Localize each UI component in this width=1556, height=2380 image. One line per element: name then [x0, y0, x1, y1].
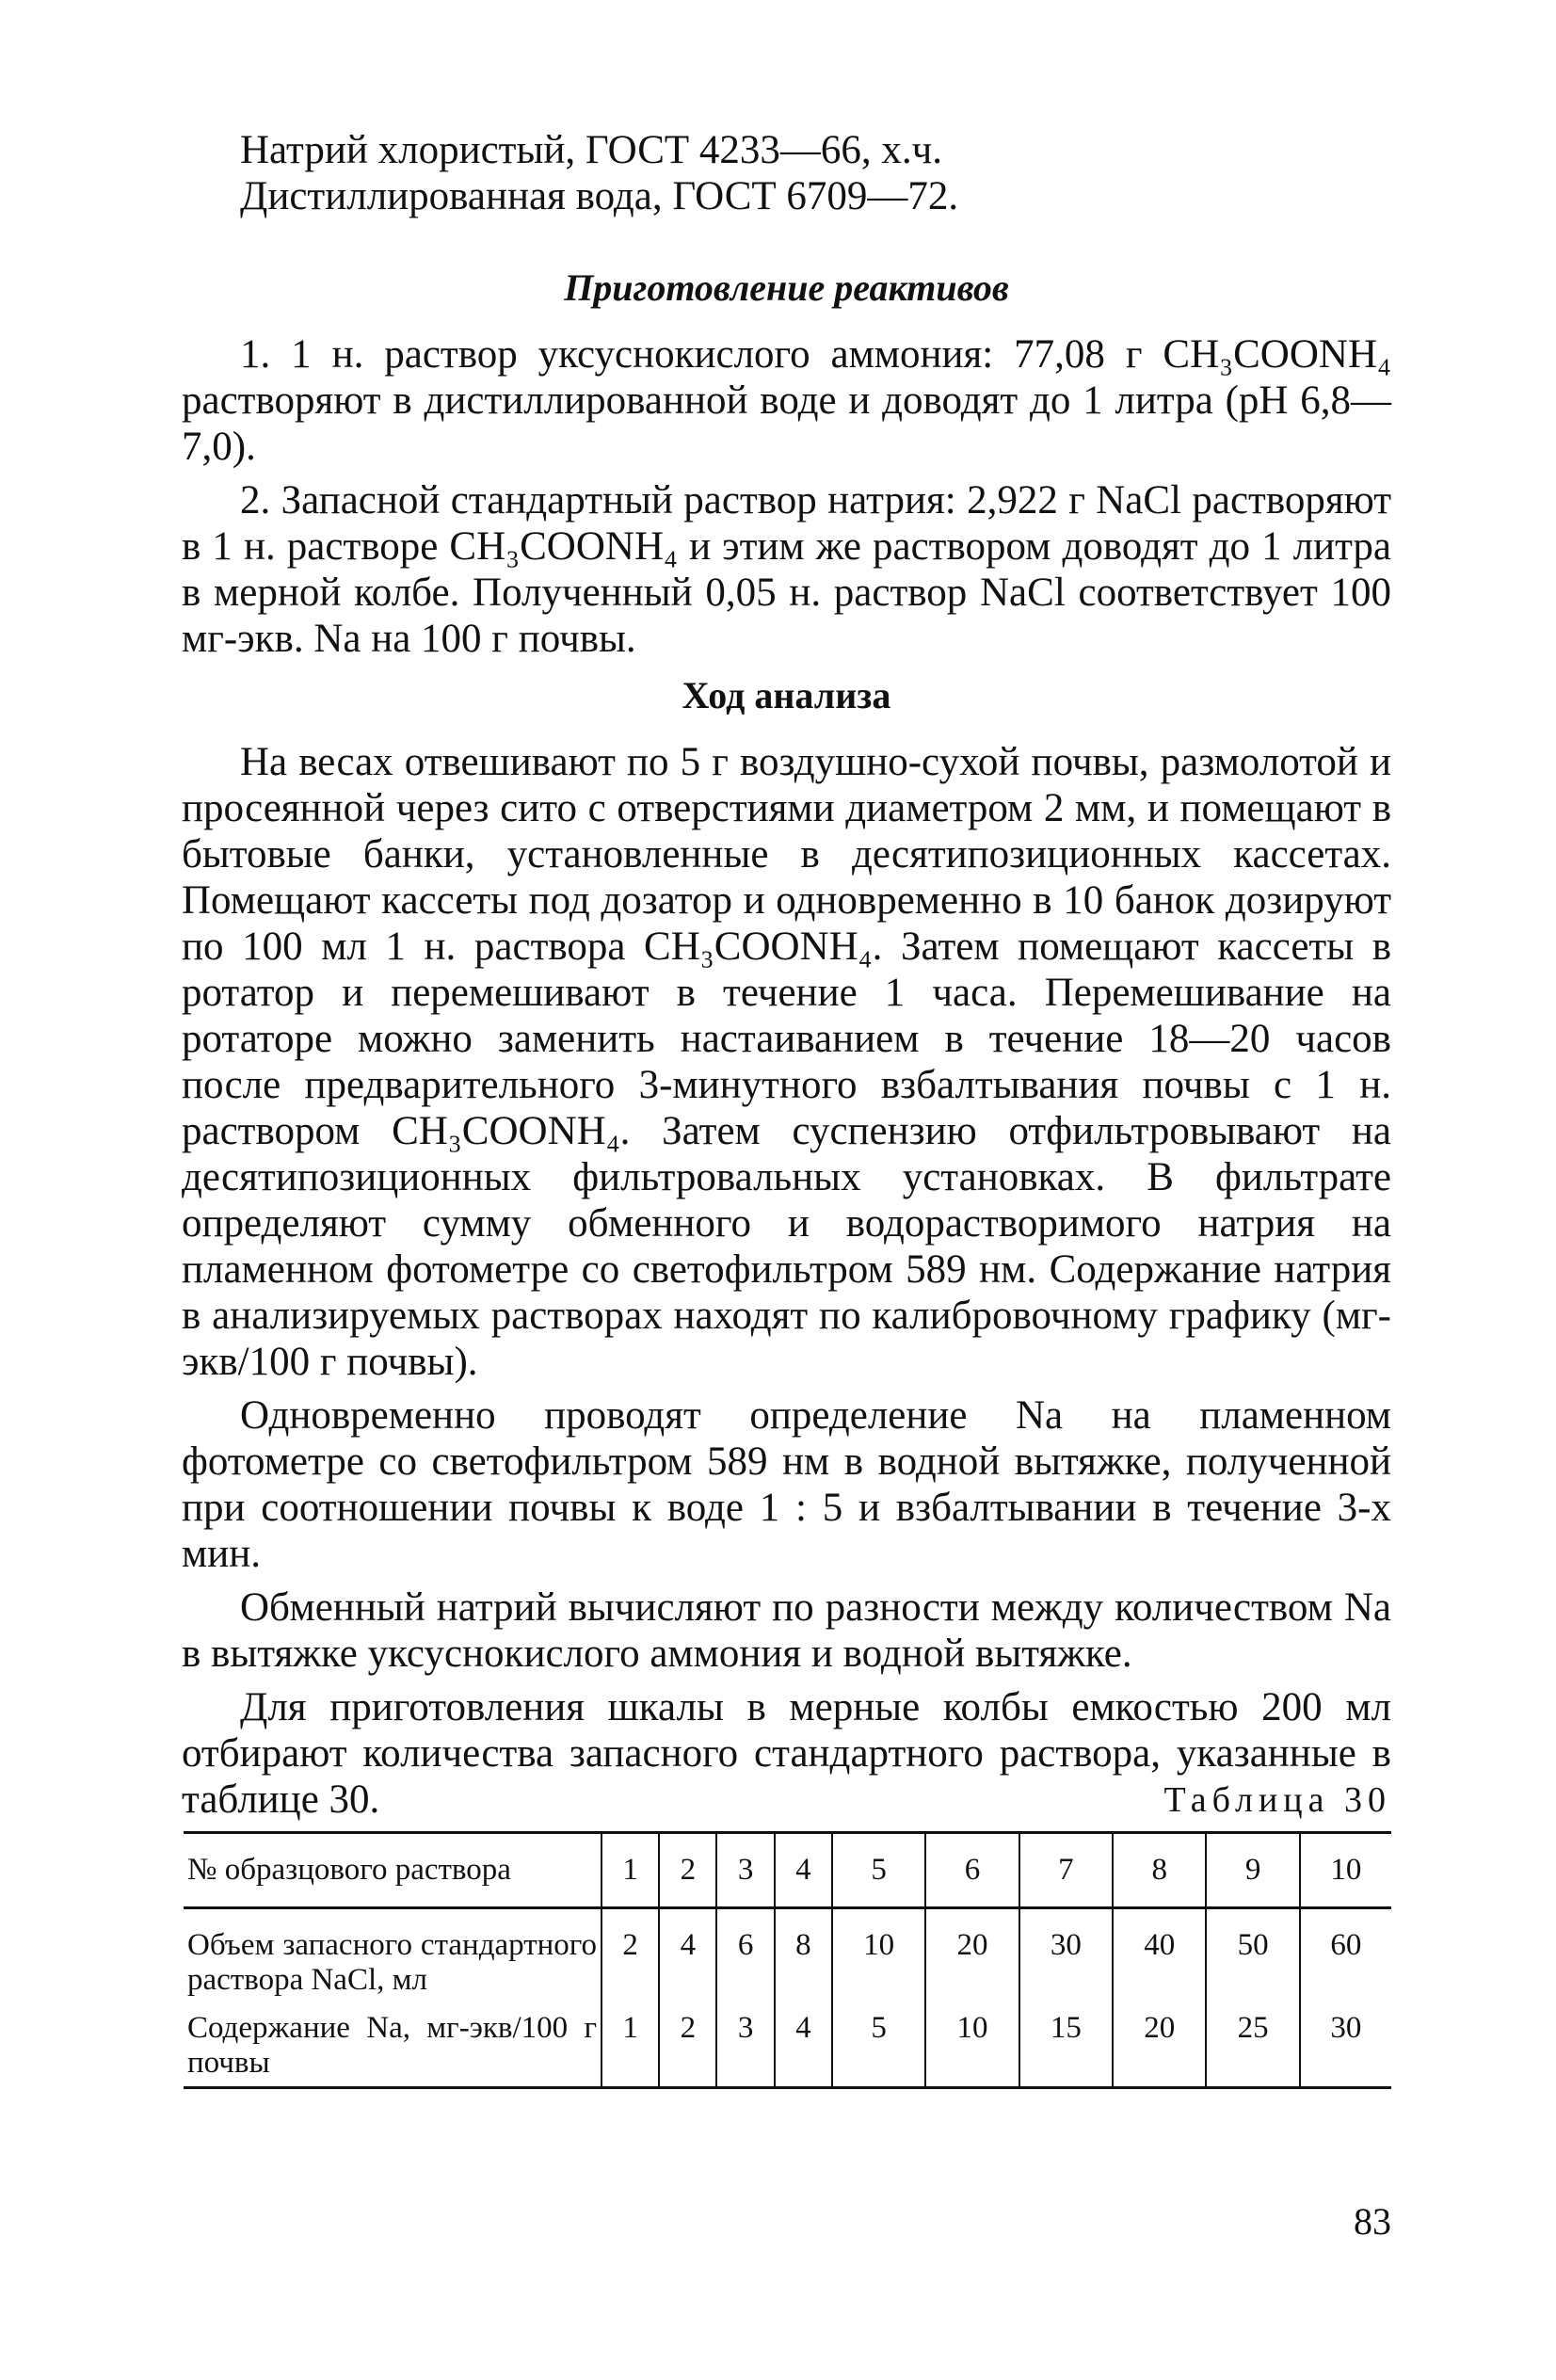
table-cell: 60: [1300, 1908, 1391, 2006]
table-row: [184, 1908, 1391, 2006]
table-cell: 10: [925, 2005, 1019, 2088]
column-header: 9: [1206, 1833, 1299, 1908]
column-header: 6: [925, 1833, 1019, 1908]
analysis-section-title: Ход анализа: [682, 674, 891, 716]
column-header: 2: [659, 1833, 716, 1908]
table-cell: 4: [775, 2005, 832, 2088]
table-cell: 3: [716, 2005, 774, 2088]
table-cell: 40: [1113, 1908, 1206, 2006]
analysis-paragraph: Одновременно проводят определение Na на пламенном фотометре со светофильтром 589 нм в водной вытяжке, полученной при соотношении почвы к воде 1 : 5 и взбалтывании в течение 3-х мин.: [182, 1393, 1391, 1576]
table-cell: 6: [716, 1908, 774, 2006]
table-cell: 50: [1206, 1908, 1299, 2006]
table-cell: 1: [602, 2005, 659, 2088]
analysis-paragraph: Обменный натрий вычисляют по разности между количеством Na в вытяжке уксуснокислого аммония и водной вытяжке.: [182, 1585, 1391, 1676]
table-cell: 30: [1300, 2005, 1391, 2088]
reagents-section-title: Приготовление реактивов: [564, 266, 1009, 309]
table-cell: 4: [659, 1908, 716, 2006]
table-cell: 30: [1019, 1908, 1113, 2006]
reagent-paragraph: 1. 1 н. раствор уксуснокислого аммония: 77,08 г CH₃COONH₄ растворяют в дистиллированной воде и доводят до 1 литра (pH 6,8—7,0).: [182, 332, 1391, 469]
table-cell: 20: [925, 1908, 1019, 2006]
analysis-paragraph: Для приготовления шкалы в мерные колбы емкостью 200 мл отбирают количества запасного стандартного раствора, указанные в таблице 30.: [182, 1685, 1391, 1822]
column-header: 3: [716, 1833, 774, 1908]
reagents-section-body: [182, 331, 1391, 662]
standard-solutions-table: [184, 1831, 1391, 2089]
table-header-row: [184, 1833, 1391, 1908]
analysis-paragraph: На весах отвешивают по 5 г воздушно-сухой почвы, размолотой и просеянной через сито с отверстиями диаметром 2 мм, и помещают в бытовые банки, установленные в десятипозиционных кассетах. Помещают кассеты под дозатор и одновременно в 10 банок дозируют по 100 мл 1 н. раствора CH₃COONH₄. Затем помещают кассеты в ротатор и перемешивают в течение 1 часа. Перемешивание на ротаторе можно заменить настаиванием в течение 18—20 часов после предварительного 3-минутного взбалтывания почвы с 1 н. раствором CH₃COONH₄. Затем суспензию отфильтровывают на десятипозиционных фильтровальных установках. В фильтрате определяют сумму обменного и водорастворимого натрия на пламенном фотометре со светофильтром 589 нм. Содержание натрия в анализируемых растворах находят по калибровочному графику (мг-экв/100 г почвы).: [182, 740, 1391, 1384]
table-cell: 15: [1019, 2005, 1113, 2088]
analysis-section-body: [182, 739, 1391, 1823]
column-header: 5: [832, 1833, 925, 1908]
table-cell: 2: [602, 1908, 659, 2006]
column-header: 8: [1113, 1833, 1206, 1908]
table-cell: 2: [659, 2005, 716, 2088]
table-cell: 5: [832, 2005, 925, 2088]
table-caption: Таблица 30: [1163, 1780, 1391, 1820]
materials-list: [182, 127, 1391, 219]
table-cell: 20: [1113, 2005, 1206, 2088]
row-label: Содержание Na, мг-экв/100 г почвы: [187, 2011, 597, 2080]
column-header: 7: [1019, 1833, 1113, 1908]
table-cell: 10: [832, 1908, 925, 2006]
table-cell: 8: [775, 1908, 832, 2006]
table-cell: 25: [1206, 2005, 1299, 2088]
column-header: 1: [602, 1833, 659, 1908]
material-item: Натрий хлористый, ГОСТ 4233—66, х.ч.: [240, 128, 943, 172]
page-number: 83: [1354, 2200, 1391, 2243]
header-label: № образцового раствора: [184, 1833, 602, 1908]
row-label: Объем запасного стандартного раствора NaCl, мл: [187, 1928, 597, 1997]
column-header: 10: [1300, 1833, 1391, 1908]
reagent-paragraph: 2. Запасной стандартный раствор натрия: 2,922 г NaCl растворяют в 1 н. растворе CH₃COONH₄ и этим же раствором доводят до 1 литра в мерной колбе. Полученный 0,05 н. раствор NaCl соответствует 100 мг-экв. Na на 100 г почвы.: [182, 478, 1391, 661]
material-item: Дистиллированная вода, ГОСТ 6709—72.: [240, 174, 959, 218]
column-header: 4: [775, 1833, 832, 1908]
table-row: [184, 2005, 1391, 2088]
